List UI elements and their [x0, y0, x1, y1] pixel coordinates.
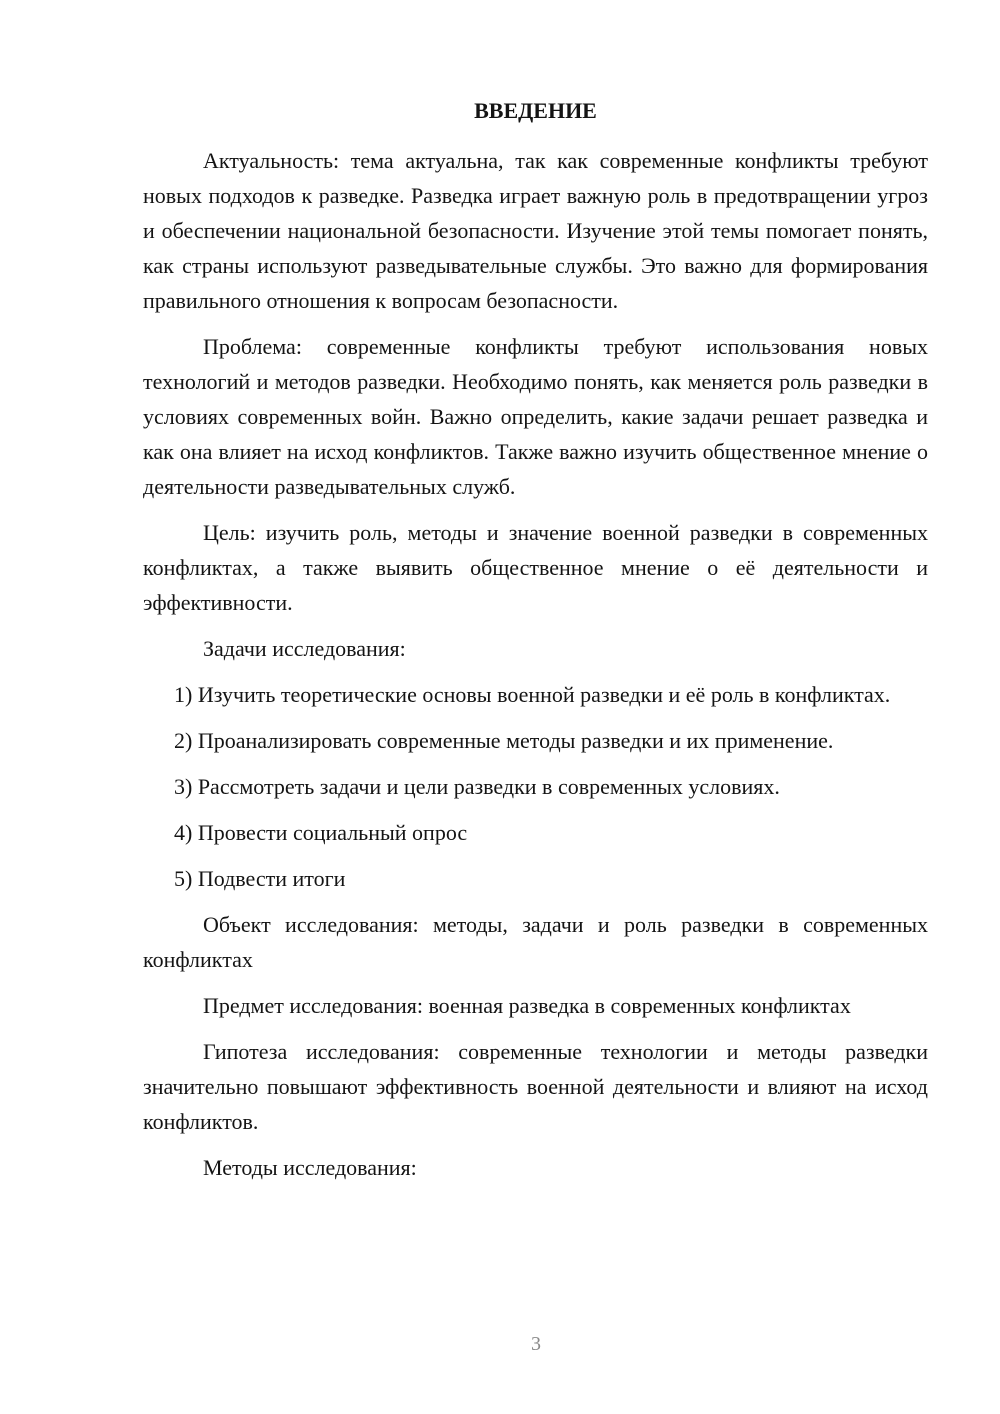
hypothesis-paragraph: Гипотеза исследования: современные технологии и методы разведки значительно повышают эффективность военной деятельности и влияют на исход конфликтов.	[143, 1039, 928, 1134]
goal-paragraph: Цель: изучить роль, методы и значение военной разведки в современных конфликтах, а также выявить общественное мнение о её деятельности и эффективности.	[143, 520, 928, 615]
task-item-5: 5) Подвести итоги	[174, 866, 346, 891]
relevance-paragraph: Актуальность: тема актуальна, так как современные конфликты требуют новых подходов к разведке. Разведка играет важную роль в предотвращении угроз и обеспечении национальной безопасности. Изучение этой темы помогает понять, как страны используют разведывательные службы. Это важно для формирования правильного отношения к вопросам безопасности.	[143, 148, 928, 313]
page-number: 3	[531, 1333, 541, 1355]
task-item-1: 1) Изучить теоретические основы военной разведки и её роль в конфликтах.	[174, 682, 891, 707]
methods-title: Методы исследования:	[203, 1155, 417, 1180]
subject-paragraph: Предмет исследования: военная разведка в современных конфликтах	[203, 993, 851, 1018]
page-heading: ВВЕДЕНИЕ	[474, 98, 597, 123]
task-item-2: 2) Проанализировать современные методы разведки и их применение.	[174, 728, 834, 753]
task-item-4: 4) Провести социальный опрос	[174, 820, 468, 845]
tasks-title: Задачи исследования:	[203, 636, 406, 661]
document-body	[143, 143, 928, 1185]
task-item-3: 3) Рассмотреть задачи и цели разведки в современных условиях.	[174, 774, 780, 799]
problem-paragraph: Проблема: современные конфликты требуют использования новых технологий и методов разведки. Необходимо понять, как меняется роль разведки в условиях современных войн. Важно определить, какие задачи решает разведка и как она влияет на исход конфликтов. Также важно изучить общественное мнение о деятельности разведывательных служб.	[143, 334, 928, 499]
object-paragraph: Объект исследования: методы, задачи и роль разведки в современных конфликтах	[143, 912, 928, 972]
